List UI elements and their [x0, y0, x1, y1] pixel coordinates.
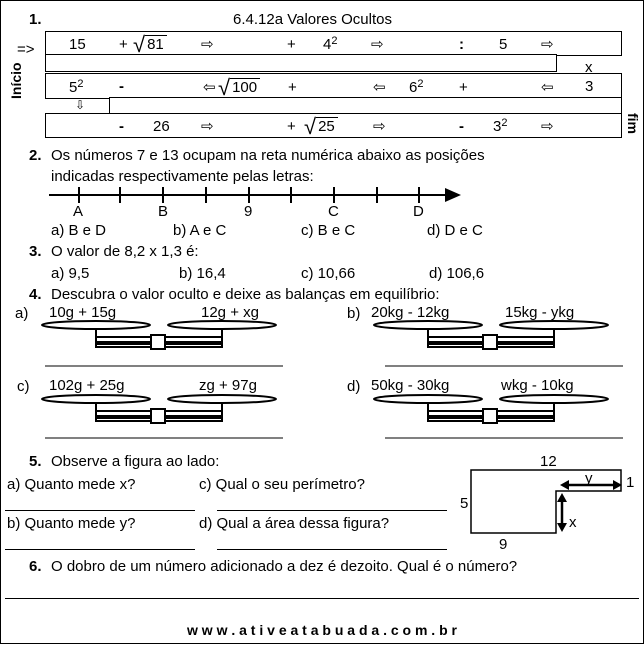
scale-d-left-text: 50kg - 30kg: [371, 377, 450, 394]
figure-label-y: y: [585, 470, 593, 487]
q1-row1-a: 15: [69, 36, 86, 53]
scale-c-letter: c): [17, 378, 30, 395]
scale-d-letter: d): [347, 378, 361, 395]
q1-row3-base: 3: [493, 118, 502, 135]
q1-row1-arrow2: ⇨: [371, 36, 384, 53]
scale-b-left-text: 20kg - 12kg: [371, 304, 450, 321]
q4-number: 4.: [29, 286, 42, 303]
q5-question-a: a) Quanto mede x?: [7, 476, 136, 493]
q1-row2-arrow2: ⇦: [373, 79, 386, 96]
scale-a-letter: a): [15, 305, 29, 322]
figure-label-left: 5: [460, 495, 469, 512]
q1-number: 1.: [29, 11, 42, 28]
scale-b-letter: b): [347, 305, 361, 322]
q4-text: Descubra o valor oculto e deixe as balanças em equilíbrio:: [51, 286, 440, 303]
figure-label-top: 12: [540, 453, 557, 470]
q1-row1-op1: +: [119, 36, 128, 53]
y-measure-arrowhead-left: [560, 480, 569, 490]
q5-text: Observe a figura ao lado:: [51, 453, 220, 470]
q1-row3-arrow2: ⇨: [373, 118, 386, 135]
l-shape-outline: [471, 470, 621, 533]
q1-row2-base-b: 6: [409, 79, 418, 96]
q1-row3-exponent: 2: [501, 117, 508, 129]
q1-row2-radical: √ 100: [218, 76, 260, 96]
q1-row1-base: 4: [323, 36, 332, 53]
q1-row3-op2: +: [287, 118, 296, 135]
q1-row1-op2: +: [287, 36, 296, 53]
footer-url[interactable]: w w w . a t i v e a t a b u a d a . c o m . b r: [187, 622, 457, 638]
q1-row2-c: 3: [585, 78, 594, 95]
q3-option-b: b) 16,4: [179, 265, 226, 282]
scale-c-right-text: zg + 97g: [199, 377, 257, 394]
q1-row2-arrow3: ⇦: [541, 79, 554, 96]
q1-start-label: Início: [8, 62, 24, 99]
q1-start-arrow: =>: [17, 41, 35, 58]
q3-number: 3.: [29, 243, 42, 260]
q1-title: 6.4.12a Valores Ocultos: [233, 11, 392, 28]
q1-row1-arrow3: ⇨: [541, 36, 554, 53]
q1-row2-op1: -: [119, 78, 124, 95]
number-line-label-a: A: [73, 203, 84, 220]
x-measure-arrowhead-top: [557, 493, 567, 502]
q1-row1-arrow1: ⇨: [201, 36, 214, 53]
q1-row1-op3: :: [459, 36, 464, 53]
number-line-label-c: C: [328, 203, 339, 220]
q1-row3-a: 26: [153, 118, 170, 135]
figure-label-x: x: [569, 514, 577, 531]
q1-x-label: x: [585, 59, 593, 76]
q1-row2-radicand: 100: [230, 78, 260, 96]
q1-row2-exponent-b: 2: [417, 78, 424, 90]
q2-option-c: c) B e C: [301, 222, 356, 239]
scale-d-right-text: wkg - 10kg: [501, 377, 574, 394]
scale-c-left-text: 102g + 25g: [49, 377, 125, 394]
q1-row2-base-a: 5: [69, 79, 78, 96]
q1-row2-op3: +: [459, 79, 468, 96]
scale-a-right-text: 12g + xg: [201, 304, 259, 321]
q2-text-line1: Os números 7 e 13 ocupam na reta numérica abaixo as posições: [51, 147, 485, 164]
figure-label-right: 1: [626, 474, 635, 491]
number-line-label-d: D: [413, 203, 424, 220]
q3-option-d: d) 106,6: [429, 265, 485, 282]
x-measure-arrowhead-bottom: [557, 523, 567, 532]
q2-number: 2.: [29, 147, 42, 164]
q2-option-a: a) B e D: [51, 222, 107, 239]
scale-b-right-text: 15kg - ykg: [505, 304, 575, 321]
q1-row1-c: 5: [499, 36, 508, 53]
q1-row1-radical: √ 81: [133, 33, 167, 53]
number-line-label-9: 9: [244, 203, 253, 220]
q6-number: 6.: [29, 558, 42, 575]
q3-text: O valor de 8,2 x 1,3 é:: [51, 243, 199, 260]
scale-a-left-text: 10g + 15g: [49, 304, 117, 321]
q1-row2-exponent-a: 2: [77, 78, 84, 90]
number-line-label-b: B: [158, 203, 169, 220]
q1-row3-radical: √ 25: [304, 115, 338, 135]
q1-row2-op2: +: [288, 79, 297, 96]
q1-row3-arrow1: ⇨: [201, 118, 214, 135]
figure-label-bottom: 9: [499, 536, 508, 553]
q2-option-b: b) A e C: [173, 222, 227, 239]
q3-option-a: a) 9,5: [51, 265, 90, 282]
q1-end-label: fim: [625, 113, 641, 134]
q6-text: O dobro de um número adicionado a dez é dezoito. Qual é o número?: [51, 558, 518, 575]
q1-row3-arrow3: ⇨: [541, 118, 554, 135]
q3-option-c: c) 10,66: [301, 265, 356, 282]
q1-row1-radicand: 81: [145, 35, 167, 53]
q1-down-arrow: ⇩: [75, 98, 86, 112]
q5-number: 5.: [29, 453, 42, 470]
q5-question-b: b) Quanto mede y?: [7, 515, 136, 532]
q6-answer-line[interactable]: [5, 598, 639, 599]
q2-text-line2: indicadas respectivamente pelas letras:: [51, 168, 314, 185]
q1-row3-radicand: 25: [316, 117, 338, 135]
q1-row1-exponent: 2: [331, 35, 338, 47]
q1-row3-op1: -: [119, 118, 124, 135]
q5-question-d: d) Qual a área dessa figura?: [199, 515, 390, 532]
q1-row2-arrow1: ⇦: [203, 79, 216, 96]
q1-row3-op3: -: [459, 118, 464, 135]
q5-question-c: c) Qual o seu perímetro?: [199, 476, 365, 493]
q2-option-d: d) D e C: [427, 222, 483, 239]
l-shape-figure: [1, 1, 644, 645]
